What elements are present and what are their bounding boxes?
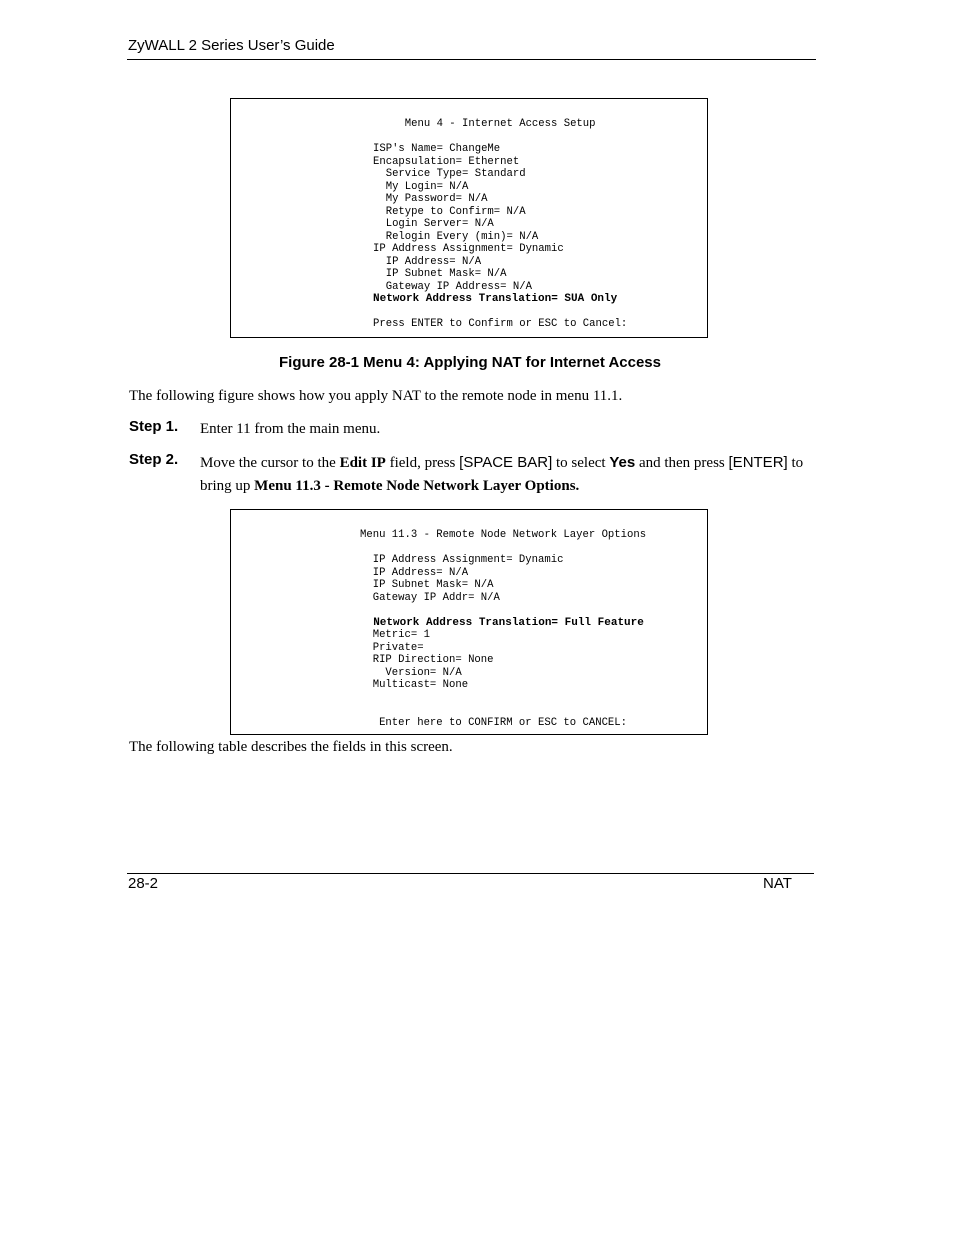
step1-label: Step 1.: [129, 418, 179, 435]
terminal-line: [360, 692, 646, 705]
terminal-line: My Login= N/A: [373, 180, 469, 193]
terminal-line: IP Subnet Mask= N/A: [373, 268, 507, 280]
terminal-line: Relogin Every (min)= N/A: [373, 230, 539, 243]
terminal-line: IP Address= N/A: [360, 566, 469, 579]
terminal-line: IP Address Assignment= Dynamic: [360, 554, 564, 566]
terminal-line: RIP Direction= None: [360, 654, 494, 666]
terminal-line: [360, 542, 646, 555]
step2-key-space: [SPACE BAR]: [459, 454, 553, 471]
step2-text: [200, 451, 820, 498]
terminal-line: Private=: [360, 641, 424, 654]
terminal-line: Press ENTER to Confirm or ESC to Cancel:: [373, 318, 628, 330]
step1-text: Enter 11 from the main menu.: [200, 421, 381, 437]
step2-menu-name: Menu 11.3 - Remote Node Network Layer Options.: [254, 478, 580, 494]
footer-page-number: 28-2: [128, 875, 159, 892]
terminal-line: IP Address= N/A: [373, 255, 482, 268]
step2-part5: to bring up: [200, 455, 804, 494]
menu4-screen-figure: [230, 98, 708, 338]
terminal-line: Version= N/A: [360, 666, 462, 679]
page-header-title: ZyWALL 2 Series User’s Guide: [128, 37, 335, 54]
terminal-line: Service Type= Standard: [373, 168, 526, 180]
terminal-line: Enter here to CONFIRM or ESC to CANCEL:: [360, 716, 628, 729]
step2-key-enter: [ENTER]: [728, 454, 788, 471]
terminal-line: [373, 306, 627, 319]
terminal-line: Network Address Translation= Full Feature: [360, 616, 644, 629]
terminal-line: IP Address Assignment= Dynamic: [373, 243, 564, 255]
menu4-terminal-text: [373, 118, 627, 331]
figure-caption: Figure 28-1 Menu 4: Applying NAT for Internet Access: [278, 354, 661, 371]
step2-part4: and then press: [635, 455, 729, 471]
terminal-line: Gateway IP Addr= N/A: [360, 591, 500, 604]
step2-part2: field, press: [385, 455, 460, 471]
menu11-3-screen-figure: [230, 509, 708, 735]
terminal-line: [373, 131, 627, 144]
terminal-line: Gateway IP Address= N/A: [373, 280, 532, 293]
terminal-line: Menu 11.3 - Remote Node Network Layer Options: [360, 529, 647, 541]
step2-part3: to select: [552, 455, 610, 471]
menu11-3-terminal-text: [360, 529, 646, 729]
footer-divider: [127, 873, 814, 874]
terminal-line: Multicast= None: [360, 679, 469, 691]
terminal-line: ISP's Name= ChangeMe: [373, 143, 501, 155]
outro-paragraph: The following table describes the fields in this screen.: [129, 739, 453, 755]
header-divider: [127, 59, 816, 60]
terminal-line: Login Server= N/A: [373, 218, 494, 230]
terminal-line: Retype to Confirm= N/A: [373, 205, 526, 218]
terminal-line: Metric= 1: [360, 629, 430, 641]
step2-label: Step 2.: [129, 451, 179, 468]
terminal-line: [360, 604, 646, 617]
step2-field-name: Edit IP: [339, 455, 386, 471]
terminal-line: IP Subnet Mask= N/A: [360, 579, 494, 591]
terminal-line: My Password= N/A: [373, 193, 488, 205]
terminal-line: Menu 4 - Internet Access Setup: [373, 118, 596, 130]
terminal-line: Network Address Translation= SUA Only: [373, 293, 618, 305]
intro-paragraph: The following figure shows how you apply NAT to the remote node in menu 11.1.: [129, 388, 623, 404]
terminal-line: Encapsulation= Ethernet: [373, 155, 520, 168]
terminal-line: [360, 704, 646, 717]
step2-part1: Move the cursor to the: [200, 455, 340, 471]
footer-section-name: NAT: [763, 875, 792, 892]
step2-value: Yes: [609, 454, 636, 471]
